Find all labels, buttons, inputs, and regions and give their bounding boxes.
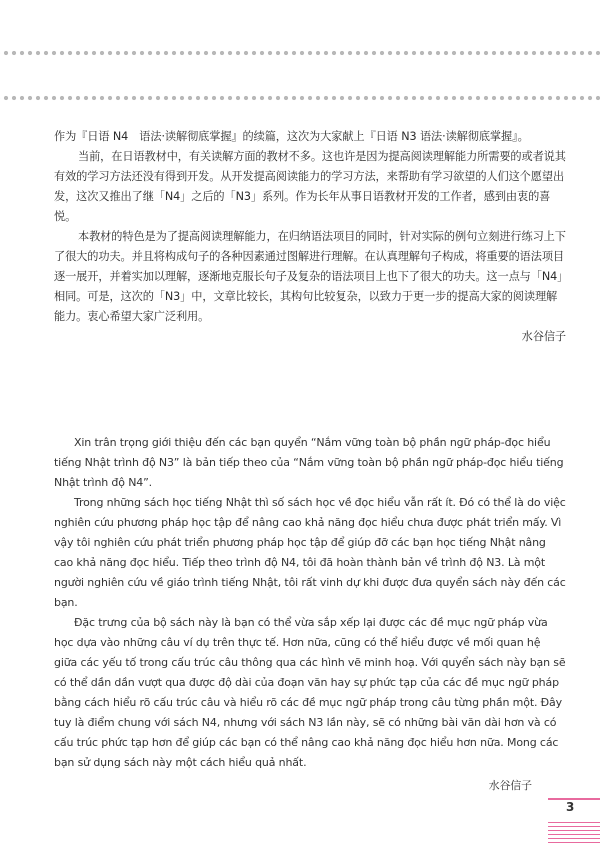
chinese-paragraph-3: 本教材的特色是为了提高阅读理解能力，在归纳语法项目的同时，针对实际的例句立刻进行练习上下了很大的功夫。并且将构成句子的各种因素通过图解进行理解。在认真理解句子构成，将重要的语法项目逐一展开，并着实加以理解，逐渐地克服长句子及复杂的语法项目上也下了很大的功夫。这一点与「N4」相同。可是，这次的「N3」中，文章比较长，其构句比较复杂，以致力于更一步的提高大家的阅读理解能力。衷心希望大家广泛利用。 — [54, 230, 566, 323]
chinese-paragraph-2: 当前，在日语教材中，有关读解方面的教材不多。这也许是因为提高阅读理解能力所需要的或者说其有效的学习方法还没有得到开发。从开发提高阅读能力的学习方法，来帮助有学习欲望的人们这个愿望出发，这次又推出了继「N4」之后的「N3」系列。作为长年从事日语教材开发的工作者，感到由衷的喜悦。 — [54, 150, 566, 223]
vietnamese-paragraph-2: Trong những sách học tiếng Nhật thì số sách học về đọc hiểu vẫn rất ít. Đó có thể là do việc nghiên cứu phương pháp học tập để nâng cao khả năng đọc hiểu chưa được phát triển mấy. Vì vậy tôi nghiên cứu phát triển phương pháp học tập để giúp đỡ các bạn học tiếng Nhật nâng cao khả năng đọc hiểu. Tiếp theo trình độ N4, tôi đã hoàn thành bản về trình độ N3. Là một người nghiên cứu về giáo trình tiếng Nhật, tôi rất vinh dự khi được đưa quyển sách này đến các bạn. — [54, 496, 566, 609]
dotted-rule-bottom — [0, 95, 600, 101]
vietnamese-preface — [54, 433, 566, 796]
vietnamese-paragraph-3: Đặc trưng của bộ sách này là bạn có thể vừa sắp xếp lại được các đề mục ngữ pháp vừa học dựa vào những câu ví dụ trên thực tế. Hơn nữa, cũng có thể hiểu được về mối quan hệ giữa các yếu tố trong cấu trúc câu thông qua các hình vẽ minh hoạ. Với quyển sách này bạn sẽ có thể dần dần vượt qua được độ dài của đoạn văn hay sự phức tạp của các đề mục ngữ pháp bằng cách hiểu rõ cấu trúc câu và hiểu rõ các đề mục ngữ pháp trong câu từng phần một. Đây tuy là điểm chung với sách N4, nhưng với sách N3 lần này, sẽ có những bài văn dài hơn và có cấu trúc phức tạp hơn để giúp các bạn có thể nâng cao khả năng đọc hiểu hơn nữa. Mong các bạn sử dụng sách này một cách hiểu quả nhất. — [54, 616, 566, 769]
dotted-rule-top — [0, 50, 600, 56]
chinese-signature: 水谷信子 — [521, 330, 566, 343]
page-number: 3 — [566, 800, 575, 814]
vietnamese-signature: 水谷信子 — [488, 779, 532, 792]
chinese-preface — [54, 127, 566, 347]
corner-decoration — [548, 822, 600, 846]
vietnamese-paragraph-1: Xin trân trọng giới thiệu đến các bạn quyển “Nắm vững toàn bộ phần ngữ pháp-đọc hiểu tiếng Nhật trình độ N3” là bản tiếp theo của “Nắm vững toàn bộ phần ngữ pháp-đọc hiểu tiếng Nhật trình độ N4”. — [54, 436, 564, 489]
chinese-paragraph-1: 作为『日语 N4 语法·读解彻底掌握』的续篇，这次为大家献上『日语 N3 语法·读解彻底掌握』。 — [54, 130, 529, 143]
